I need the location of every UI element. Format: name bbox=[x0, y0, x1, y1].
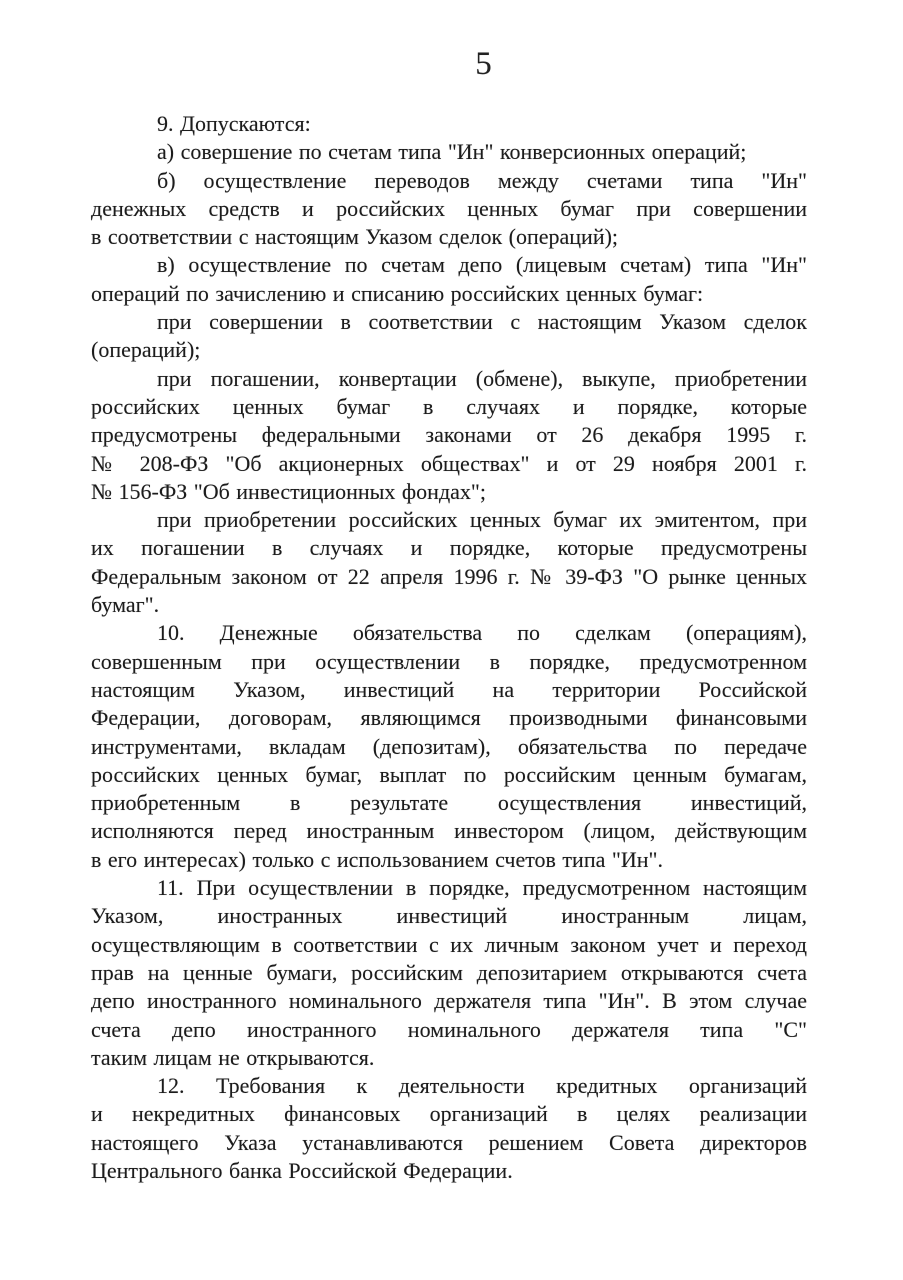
text-line: исполняются перед иностранным инвестором (лицом, действующим bbox=[91, 818, 807, 844]
text-line: российских ценных бумаг в случаях и порядке, которые bbox=[91, 393, 807, 419]
text-line: и некредитных финансовых организаций в целях реализации bbox=[91, 1101, 807, 1127]
text-line: при приобретении российских ценных бумаг их эмитентом, при bbox=[157, 507, 807, 533]
text-line: инструментами, вкладам (депозитам), обязательства по передаче bbox=[91, 733, 807, 759]
text-line: бумаг". bbox=[91, 592, 160, 618]
text-line: Центрального банка Российской Федерации. bbox=[91, 1157, 513, 1183]
text-line: а) совершение по счетам типа "Ин" конверсионных операций; bbox=[157, 139, 747, 165]
text-line: б) осуществление переводов между счетами типа "Ин" bbox=[157, 167, 807, 193]
text-line: таким лицам не открываются. bbox=[91, 1044, 375, 1070]
text-line: Федеральным законом от 22 апреля 1996 г. № 39-ФЗ "О рынке ценных bbox=[91, 563, 807, 589]
text-line: Федерации, договорам, являющимся производными финансовыми bbox=[91, 705, 807, 731]
text-line: депо иностранного номинального держателя типа "Ин". В этом случае bbox=[91, 988, 807, 1014]
text-line: 12. Требования к деятельности кредитных организаций bbox=[157, 1073, 807, 1099]
text-line: российских ценных бумаг, выплат по российским ценным бумагам, bbox=[91, 761, 807, 787]
page-number: 5 bbox=[475, 46, 492, 82]
text-line: в его интересах) только с использованием счетов типа "Ин". bbox=[91, 846, 663, 872]
text-line: их погашении в случаях и порядке, которые предусмотрены bbox=[91, 535, 807, 561]
text-line: в соответствии с настоящим Указом сделок (операций); bbox=[91, 224, 619, 250]
text-line: предусмотрены федеральными законами от 26 декабря 1995 г. bbox=[91, 422, 807, 448]
text-line: Указом, иностранных инвестиций иностранным лицам, bbox=[91, 903, 807, 929]
text-line: № 156-ФЗ "Об инвестиционных фондах"; bbox=[91, 478, 487, 504]
text-line: № 208-ФЗ "Об акционерных обществах" и от 29 ноября 2001 г. bbox=[91, 450, 807, 476]
text-line: в) осуществление по счетам депо (лицевым счетам) типа "Ин" bbox=[157, 252, 807, 278]
text-line: осуществляющим в соответствии с их личным законом учет и переход bbox=[91, 931, 807, 957]
text-line: 10. Денежные обязательства по сделкам (операциям), bbox=[157, 620, 807, 646]
text-line: денежных средств и российских ценных бумаг при совершении bbox=[91, 195, 807, 221]
text-line: 9. Допускаются: bbox=[157, 111, 311, 136]
text-line: настоящим Указом, инвестиций на территории Российской bbox=[91, 676, 807, 702]
text-line: приобретенным в результате осуществления инвестиций, bbox=[91, 790, 807, 816]
text-line: при совершении в соответствии с настоящим Указом сделок bbox=[157, 309, 807, 335]
text-line: совершенным при осуществлении в порядке, предусмотренном bbox=[91, 648, 807, 674]
text-line: операций по зачислению и списанию российских ценных бумаг: bbox=[91, 280, 704, 306]
text-line: (операций); bbox=[91, 337, 201, 363]
text-line: счета депо иностранного номинального держателя типа "С" bbox=[91, 1016, 807, 1042]
text-line: настоящего Указа устанавливаются решением Совета директоров bbox=[91, 1129, 807, 1155]
text-line: при погашении, конвертации (обмене), выкупе, приобретении bbox=[157, 365, 807, 391]
document-body bbox=[91, 110, 807, 1185]
text-line: прав на ценные бумаги, российским депозитарием открываются счета bbox=[91, 959, 807, 985]
text-line: 11. При осуществлении в порядке, предусмотренном настоящим bbox=[157, 875, 807, 901]
